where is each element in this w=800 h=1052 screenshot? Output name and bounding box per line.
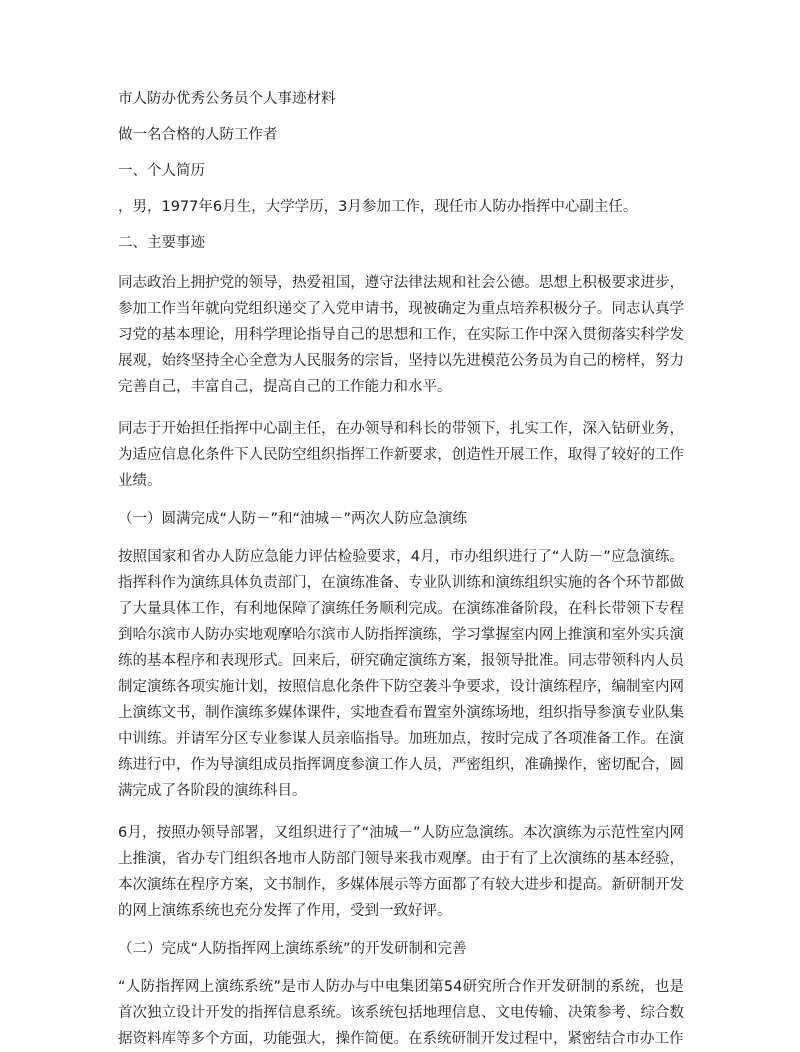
document-page bbox=[118, 88, 684, 1052]
paragraph-system: “人防指挥网上演练系统”是市人防办与中电集团第54研究所合作开发研制的系统，也是首次独立设计开发的指挥信息系统。该系统包括地理信息、文电传输、决策参考、综合数据资料库等多个方面，功能强大，操作简便。在系统研制开发过程中，紧密结合市办工作 bbox=[118, 979, 684, 1047]
subsection-heading-system: （二）完成“人防指挥网上演练系统”的开发研制和完善 bbox=[118, 941, 467, 957]
paragraph-drill-two: 6月，按照办领导部署，又组织进行了“油城－”人防应急演练。本次演练为示范性室内网上推演，省办专门组织各地市人防部门领导来我市观摩。由于有了上次演练的基本经验，本次演练在程序方案，文书制作，多媒体展示等方面都了有较大进步和提高。新研制开发的网上演练系统也充分发挥了作用，受到一致好评。 bbox=[118, 825, 684, 919]
paragraph-political: 同志政治上拥护党的领导，热爱祖国，遵守法律法规和社会公德。思想上积极要求进步，参加工作当年就向党组织递交了入党申请书，现被确定为重点培养积极分子。同志认真学习党的基本理论，用科学理论指导自己的思想和工作，在实际工作中深入贯彻落实科学发展观，始终坚持全心全意为人民服务的宗旨，坚持以先进模范公务员为自己的榜样，努力完善自己，丰富自己，提高自己的工作能力和水平。 bbox=[118, 275, 684, 395]
section-heading-resume: 一、个人简历 bbox=[118, 163, 205, 179]
paragraph-position: 同志于开始担任指挥中心副主任，在办领导和科长的带领下，扎实工作，深入钻研业务，为适应信息化条件下人民防空组织指挥工作新要求，创造性开展工作，取得了较好的工作业绩。 bbox=[118, 421, 684, 489]
paragraph-drill-one: 按照国家和省办人防应急能力评估检验要求，4月，市办组织进行了“人防－”应急演练。指挥科作为演练具体负责部门，在演练准备、专业队训练和演练组织实施的各个环节都做了大量具体工作，有利地保障了演练任务顺利完成。在演练准备阶段，在科长带领下专程到哈尔滨市人防办实地观摩哈尔滨市人防指挥演练，学习掌握室内网上推演和室外实兵演练的基本程序和表现形式。回来后，研究确定演练方案，报领导批准。同志带领科内人员制定演练各项实施计划，按照信息化条件下防空袭斗争要求，设计演练程序，编制室内网上演练文书，制作演练多媒体课件，实地查看布置室外演练场地，组织指导参演专业队集中训练。并请军分区专业参谋人员亲临指导。加班加点，按时完成了各项准备工作。在演练进行中，作为导演组成员指挥调度参演工作人员，严密组织，准确操作，密切配合，圆满完成了各阶段的演练科目。 bbox=[118, 549, 684, 799]
section-heading-deeds: 二、主要事迹 bbox=[118, 235, 205, 251]
document-title: 市人防办优秀公务员个人事迹材料 bbox=[118, 91, 336, 107]
resume-text: ，男，1977年6月生，大学学历，3月参加工作，现任市人防办指挥中心副主任。 bbox=[118, 199, 638, 215]
subsection-heading-drills: （一）圆满完成“人防－”和“油城－”两次人防应急演练 bbox=[118, 511, 468, 527]
document-subtitle: 做一名合格的人防工作者 bbox=[118, 127, 278, 143]
